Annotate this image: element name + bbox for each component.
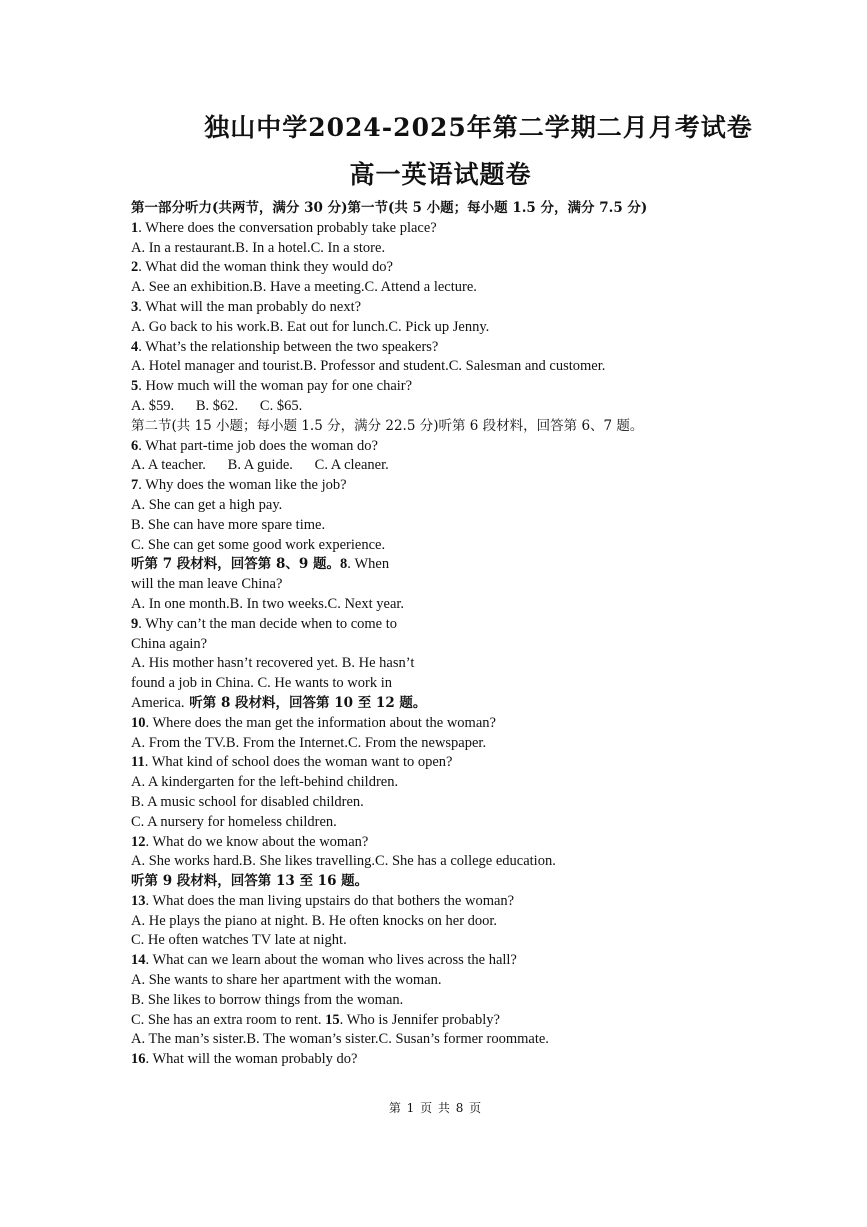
question-text: . What did the woman think they would do? xyxy=(138,259,393,276)
question-text: . What do we know about the woman? xyxy=(145,833,369,850)
exam-title: 独山中学2024-2025年第二学期二月月考试卷 xyxy=(204,113,753,142)
question-number: 10 xyxy=(131,714,146,731)
option-11c: C. A nursery for homeless children. xyxy=(131,813,337,830)
question-text: . Where does the conversation probably take place? xyxy=(138,219,437,236)
question-number: 9 xyxy=(131,615,139,632)
question-number: 1 xyxy=(131,219,139,236)
question-text: . What will the man probably do next? xyxy=(138,298,362,315)
option-11b: B. A music school for disabled children. xyxy=(131,793,364,810)
question-number: 15 xyxy=(325,1011,340,1028)
question-12 xyxy=(131,833,831,853)
exam-subtitle: 高一英语试题卷 xyxy=(349,160,532,189)
question-9 xyxy=(131,615,831,635)
question-text: . What does the man living upstairs do that bothers the woman? xyxy=(145,892,515,909)
question-number: 5 xyxy=(131,378,139,395)
question-text: . Why does the woman like the job? xyxy=(138,477,347,494)
options-9 xyxy=(131,694,831,714)
question-text: . What kind of school does the woman want to open? xyxy=(144,754,453,771)
question-text: China again? xyxy=(131,635,208,652)
question-6 xyxy=(131,437,831,457)
question-16 xyxy=(131,1050,831,1070)
page-number: 第 1 页 共 8 页 xyxy=(388,1101,483,1115)
option-7c: C. She can get some good work experience. xyxy=(131,536,386,553)
options-4: A. Hotel manager and tourist.B. Professor and student.C. Salesman and customer. xyxy=(131,358,606,375)
question-text: . When xyxy=(347,556,390,573)
question-text: will the man leave China? xyxy=(131,576,283,593)
question-7 xyxy=(131,476,831,496)
question-number: 12 xyxy=(131,833,146,850)
option-14c: C. She has an extra room to rent. xyxy=(131,1011,326,1028)
question-number: 14 xyxy=(131,952,146,969)
question-number: 8 xyxy=(339,556,348,573)
question-3 xyxy=(131,298,831,318)
section-heading: 第二节(共 15 小题；每小题 1.5 分，满分 22.5 分)听第 6 段材料，回答第 6、7 题。 xyxy=(131,417,644,434)
question-text: . What will the woman probably do? xyxy=(145,1051,358,1068)
question-1 xyxy=(131,219,831,239)
question-14 xyxy=(131,951,831,971)
options-3: A. Go back to his work.B. Eat out for lunch.C. Pick up Jenny. xyxy=(131,318,490,335)
section-heading: 听第 8 段材料，回答第 10 至 12 题。 xyxy=(184,694,427,711)
question-text: . Who is Jennifer probably? xyxy=(339,1011,500,1028)
section-heading: 第一部分听力(共两节，满分 30 分)第一节(共 5 小题；每小题 1.5 分，满分 7.5 分) xyxy=(131,200,648,216)
question-text: . What part-time job does the woman do? xyxy=(138,437,378,454)
question-2 xyxy=(131,258,831,278)
options-5: A. $59. B. $62. C. $65. xyxy=(131,397,303,414)
question-10 xyxy=(131,714,831,734)
option-14a: A. She wants to share her apartment with the woman. xyxy=(131,972,442,989)
options-9: found a job in China. C. He wants to work in xyxy=(131,675,392,692)
options-2: A. See an exhibition.B. Have a meeting.C. Attend a lecture. xyxy=(131,279,477,296)
options-15: A. The man’s sister.B. The woman’s sister.C. Susan’s former roommate. xyxy=(131,1031,549,1048)
question-text: . How much will the woman pay for one chair? xyxy=(138,378,413,395)
question-8 xyxy=(131,555,831,575)
options-12: A. She works hard.B. She likes travelling.C. She has a college education. xyxy=(131,853,556,870)
question-5 xyxy=(131,377,831,397)
question-text: . What’s the relationship between the two speakers? xyxy=(138,338,439,355)
question-number: 16 xyxy=(131,1051,146,1068)
option-7b: B. She can have more spare time. xyxy=(131,516,326,533)
options-8: A. In one month.B. In two weeks.C. Next year. xyxy=(131,595,405,612)
question-text: . Where does the man get the information about the woman? xyxy=(145,714,496,731)
question-number: 7 xyxy=(131,477,139,494)
question-number: 4 xyxy=(131,338,139,355)
question-text: . What can we learn about the woman who lives across the hall? xyxy=(145,952,517,969)
question-body xyxy=(131,199,831,1070)
options-6: A. A teacher. B. A guide. C. A cleaner. xyxy=(131,457,389,474)
options-1: A. In a restaurant.B. In a hotel.C. In a store. xyxy=(131,239,386,256)
question-number: 3 xyxy=(131,298,139,315)
options-9: A. His mother hasn’t recovered yet. B. He hasn’t xyxy=(131,655,415,672)
question-number: 6 xyxy=(131,437,139,454)
section-heading: 听第 7 段材料，回答第 8、9 题。 xyxy=(131,556,340,573)
option-11a: A. A kindergarten for the left-behind children. xyxy=(131,774,399,791)
option-text: America. xyxy=(131,694,185,711)
option-7a: A. She can get a high pay. xyxy=(131,496,283,513)
question-number: 11 xyxy=(131,754,145,771)
question-number: 2 xyxy=(131,259,139,276)
question-11 xyxy=(131,753,831,773)
question-4 xyxy=(131,338,831,358)
options-13: A. He plays the piano at night. B. He often knocks on her door. xyxy=(131,912,498,929)
question-15 xyxy=(131,1011,831,1031)
question-text: . Why can’t the man decide when to come to xyxy=(138,615,398,632)
options-10: A. From the TV.B. From the Internet.C. From the newspaper. xyxy=(131,734,487,751)
options-13: C. He often watches TV late at night. xyxy=(131,932,347,949)
section-heading: 听第 9 段材料，回答第 13 至 16 题。 xyxy=(131,873,369,890)
question-13 xyxy=(131,892,831,912)
option-14b: B. She likes to borrow things from the woman. xyxy=(131,991,404,1008)
question-number: 13 xyxy=(131,892,146,909)
